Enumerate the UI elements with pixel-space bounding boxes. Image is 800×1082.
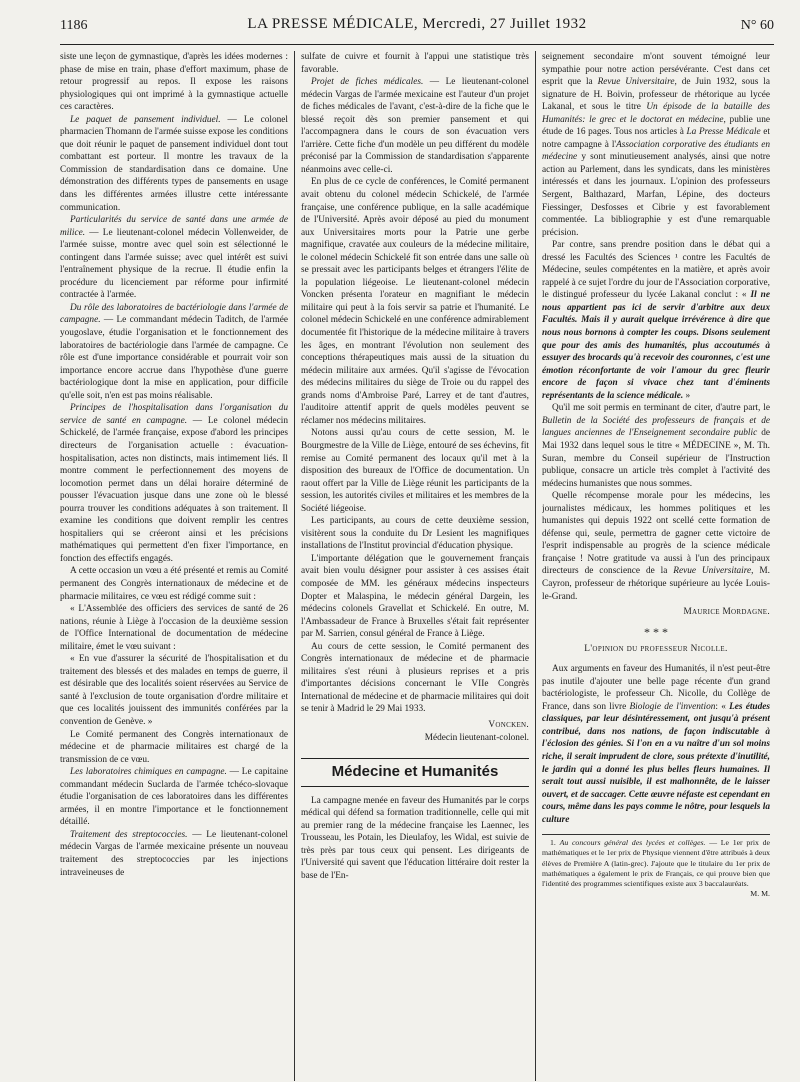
paragraph-title: Les laboratoires chimiques en campagne. (70, 767, 227, 778)
paragraph (542, 663, 770, 826)
paragraph (542, 402, 770, 490)
text: , publie une étude de 16 pages. Tous nos articles à (542, 114, 770, 138)
quote: Les études classiques, par leur désintéressement, ont jusqu'à présent contribué, dans nos nations, de façon indiscutable à l'éclosion des génies. Si l'on en a vu naître d'un sol moins riche, il serait imprudent de clore, sous prétexte d'inutilité, le jardin qui a donné les plus belles fleurs humaines. Il serait tout aussi nuisible, il est malhonnête, de le laisser ouvert, et de saccager. Cette œuvre néfaste est cependant en cours, même dans les pays comme le nôtre, pour lesquels la culture (542, 701, 770, 825)
paragraph: La campagne menée en faveur des Humanités par le corps médical qui défend sa formation traditionnelle, celle qui mit au premier rang de la médecine française les Laennec, les Trousseau, les Potain, les Dieulafoy, les Widal, est suivie de très près par tous ceux qui pensent. Les dirigeants de l'Université qui savent que l'éducation littéraire doit rester la base de l'En- (301, 795, 529, 881)
page-number: 1186 (60, 18, 88, 33)
text: » (683, 390, 691, 401)
text: Par contre, sans prendre position dans le débat qui a dressé les Facultés des Sciences ¹ contre les Facultés de Médecine, seules compétentes en la matière, et après avoir rappelé à ce sujet l'ordre du jour de l'Association corporative, le distingué professeur du lycée Lakanal conclut : « (542, 240, 770, 301)
page-header (60, 14, 774, 45)
paragraph: sulfate de cuivre et fournit à l'appui une statistique très favorable. (301, 52, 529, 75)
text: Qu'il me soit permis en terminant de citer, d'autre part, le (552, 403, 770, 414)
text: Aux arguments en faveur des Humanités, il n'est peut-être pas inutile d'ajouter une belle page récente d'un grand bactériologiste, le professeur Ch. Nicolle, du Collège de France, dans son livre (542, 664, 770, 712)
signature-name: Voncken. (488, 719, 529, 730)
text: Quelle récompense morale pour les médecins, les journalistes médicaux, les hommes politiques et les humanistes qui depuis 1922 ont scellé cette formation de défense qui, seule, permettra de gagner cette victoire de l'esprit indispensable au progrès de la science médicale française ! Notre gratitude va aussi à l'un des principaux directeurs de conscience de la (542, 491, 770, 577)
columns (60, 51, 774, 1081)
text: de Mai 1932 dans lequel sous le titre « MÉDECINE », M. Th. Suran, membre du Conseil supérieur de l'Instruction publique, consacre un article très complet à l'activité des médecins humanistes que nous sommes. (542, 428, 770, 489)
section-stars: * * * (644, 624, 668, 639)
footnote-text (542, 838, 770, 889)
paragraph-text: — Le colonel médecin Schickelé, de l'armée française, expose d'abord les principes directeurs de l'organisation actuelle : évacuation-hospitalisation, actes non distincts, mais intimement liés. Il montre comment le perfectionnement des moyens de locomotion permet dans un délai horaire déterminé de pousser l'évacuation jusque dans une zone où le blessé pourra trouver les conditions adéquates à son traitement. Il examine les conditions que doivent remplir les centres hospitaliers qui se créeront ainsi et les précisions mathématiques qui permettent d'en fixer l'importance, en fonction des effectifs engagés. (60, 415, 288, 564)
issue-number: N° 60 (740, 18, 774, 33)
paragraph: L'importante délégation que le gouvernement français avait bien voulu désigner pour assister à ces assises était composée de MM. les généraux médecins inspecteurs Dopter et Malaspina, le médecin général Dargein, les médecins colonels Gravellat et Schickelé. En outre, M. l'Ambassadeur de France à Bruxelles s'était fait représenter par M. Sarrien, consul général de France à Liège. (301, 553, 529, 640)
paragraph-title: Particularités du service de santé dans une armée de milice. (60, 215, 288, 238)
paragraph-text: — Le lieutenant-colonel médecin Vollenweider, de l'armée suisse, montre avec quel soin est sélectionné le contingent dans l'armée suisse; avec quel intérêt est suivi l'entraînement physique de la recrue. Il étudie enfin la procédure du licenciement par réforme pour infirmité contractée à l'armée. (60, 227, 288, 301)
text: , de Juin 1932, sous la signature de H. Boivin, professeur de rhétorique au lycée Lakanal, et sous le titre (542, 77, 770, 113)
column-rule (535, 51, 536, 1081)
text: Au concours général des lycées et collèges. (559, 838, 706, 848)
text: Bulletin de la Société des professeurs de français et de langues anciennes de l'Enseignement secondaire public (542, 415, 770, 439)
paragraph (301, 76, 529, 176)
paragraph (60, 302, 288, 402)
paragraph-text: — Le colonel pharmacien Thomann de l'armée suisse expose les conditions que doit réunir le paquet de pansement individuel dont tout combattant est porteur. Il montre les travaux de la Commission de standardisation dans ce domaine. Une démonstration des différents types de pansements en usage dans les différentes armées illustre cette intéressante communication. (60, 114, 288, 213)
paragraph-text: — Le lieutenant-colonel médecin Vargas de l'armée mexicaine présente un nouveau traitement des streptococcies par les injections intraveineuses de (60, 829, 288, 878)
text: Un épisode de la bataille des Humanités: le grec et le doctorat en médecine (542, 102, 770, 125)
signature-rank: Médecin lieutenant-colonel. (424, 732, 529, 743)
column-1 (60, 51, 288, 1081)
section-title: Médecine et Humanités (301, 758, 529, 787)
paragraph (542, 490, 770, 603)
text: Biologie de l'invention (629, 701, 716, 712)
paragraph (542, 51, 770, 239)
paragraph-title: Le paquet de pansement individuel. (70, 114, 221, 125)
text: Association corporative des étudiants en médecine (542, 139, 770, 163)
paragraph: Le Comité permanent des Congrès internationaux de médecine et de pharmacie militaires est chargé de la transmission de ce vœu. (60, 729, 288, 765)
paragraph-title: Principes de l'hospitalisation dans l'organisation du service de santé en campagne. (60, 403, 288, 426)
text: — Le 1er prix de mathématiques et le 1er prix de Physique viennent d'être attribués à deux élèves de Première A (latin-grec). J'ajoute que le titulaire du 1er prix de mathématiques a également le prix de Français, ce qui prouve bien que l'identité des programmes scientifiques existe aux 3 baccalauréats. (542, 838, 770, 889)
column-2 (301, 51, 529, 1081)
paragraph-title: Du rôle des laboratoires de bactériologie dans l'armée de campagne. (60, 302, 288, 326)
paragraph-text: — Le lieutenant-colonel médecin Vargas de l'armée mexicaine est l'auteur d'un projet de fiches médicales de l'avant, c'est-à-dire de la fiche que le blessé reçoit dès son premier pansement et qui l'accompagnera dans le cours de son évacuation vers l'arrière. Cette fiche d'un modèle un peu différent du modèle préconisé par la Commission de standardisation s'apparente néanmoins avec celle-ci. (301, 77, 529, 175)
text: Revue Universitaire (597, 77, 675, 88)
journal-title: LA PRESSE MÉDICALE, Mercredi, 27 Juillet 1932 (247, 16, 587, 32)
text: : « (715, 701, 730, 712)
paragraph-text: — Le capitaine commandant médecin Suclarda de l'armée tchéco-slovaque étudie l'organisation de ces laboratoires dans les différentes armées, il en montre l'importance et le fonctionnement détaillé. (60, 767, 288, 828)
paragraph: « En vue d'assurer la sécurité de l'hospitalisation et du traitement des blessés et des malades en temps de guerre, il est désirable que des localités soient réservées au Service de santé à l'exclusion de toute organisation d'ordre militaire et que ces localités jouissent des immunités conférées par la convention de Genève. » (60, 654, 288, 727)
subheading: L'opinion du professeur Nicolle. (584, 643, 728, 654)
paragraph (60, 766, 288, 829)
paragraph (60, 114, 288, 214)
paragraph: « L'Assemblée des officiers des services de santé de 26 nations, réunie à Liège à l'occasion de la deuxième session de l'Office International de documentation de médecine militaire, émet le vœu suivant : (60, 604, 288, 652)
text: Revue Universitaire (673, 566, 752, 577)
paragraph: A cette occasion un vœu a été présenté et remis au Comité permanent des Congrès internationaux de médecine et de pharmacie militaires, ce vœu est rédigé comme suit : (60, 566, 288, 602)
text: y sont minutieusement analysés, ainsi que notre action au Parlement, dans les syndicats, dans les ministères intéressés et dans les journaux. L'opinion des professeurs Sergent, Balthazard, Marfan, Lépine, des docteurs Fiessinger, Desfosses et Cibrie y est favorablement commentée. La bibliographie y est d'une remarquable précision. (542, 152, 770, 238)
text: seignement secondaire m'ont souvent témoigné leur sympathie pour notre action persévérante. C'est dans cet esprit que la (542, 52, 770, 88)
column-rule (294, 51, 295, 1081)
paragraph (542, 239, 770, 402)
paragraph (60, 829, 288, 879)
signature: Maurice Mordagne. (683, 607, 770, 618)
text: 1. (550, 838, 560, 848)
paragraph-title: Traitement des streptococcies. (70, 829, 188, 840)
text: et notre campagne à l' (542, 127, 770, 150)
text: , M. Cayron, professeur de rhétorique supérieure au lycée Louis-le-Grand. (542, 566, 770, 602)
text: La Presse Médicale (686, 127, 761, 138)
paragraph (60, 402, 288, 565)
paragraph: Notons aussi qu'au cours de cette session, M. le Bourgmestre de la Ville de Liège, entouré de ses échevins, fit remise au Comité permanent des locaux qu'il met à la disposition des bureaux de l'Office de documentation. Un raout offert par la Ville de Liège réunit les participants de la session, les autorités civiles et militaires et les membres de la Société liégeoise. (301, 428, 529, 514)
footnote (542, 834, 770, 899)
paragraph-text: — Le commandant médecin Taditch, de l'armée yougoslave, étudie l'organisation et le fonctionnement des laboratoires de bactériologie dans l'armée de campagne. Ce rôle est d'une importance considérable et pourrait voir son importance encore accrue dans l'hypothèse d'une guerre bactériologique dont la mise en application, pour difficile qu'elle soit, n'en est pas moins réalisable. (60, 315, 288, 401)
column-3 (542, 51, 770, 1081)
paragraph: Au cours de cette session, le Comité permanent des Congrès internationaux de médecine et de pharmacie militaires s'est réuni à plusieurs reprises et a pris d'importantes décisions concernant le VIIe Congrès International de médecine et de pharmacie militaires qui doit se tenir à Madrid le 29 Mai 1933. (301, 641, 529, 715)
paragraph-title: Projet de fiches médicales. (311, 77, 424, 88)
paragraph (60, 214, 288, 302)
footnote-signature: M. M. (750, 889, 770, 899)
paragraph: En plus de ce cycle de conférences, le Comité permanent avait obtenu du colonel médecin Schickelé, de l'armée française, une conférence publique, en la salle académique de l'Université. Après avoir déposé au pied du monument aux Universitaires morts pour la Patrie une gerbe magnifique, cravatée aux couleurs de la médecine militaire, le colonel médecin Schickelé fit son entrée dans une salle où se pressait avec les participants belges et étrangers l'élite de la population liégeoise. Le lieutenant-colonel médecin Voncken présenta l'orateur en magnifiant le médecin militaire qui peut à la fois servir sa patrie et l'humanité. Le colonel médecin Schickelé en une conférence admirablement documentée fit l'historique de la médecine militaire à travers les âges, en montrant l'évolution non seulement des conceptions thérapeutiques mais aussi de la situation du médecin militaire aux armées. Qu'il s'agisse de l'évocation des médecins militaires du siège de Troie ou du rappel des grands noms d'Ambroise Paré, Larrey et de tant d'autres, l'auditoire attentif apprit de quels modèles peuvent se réclamer nos médecins militaires. (301, 177, 529, 426)
paragraph: siste une leçon de gymnastique, d'après les idées modernes : phase de mise en train, phase d'effort maximum, phase de retour progressif au repos. Il expose les raisons physiologiques qui ont imprimé à la gymnastique actuelle ces caractères. (60, 52, 288, 113)
quote: Il ne nous appartient pas ici de servir d'arbitre aux deux Facultés. Mais il y aurait quelque irrévérence à dire que nous nous bornons à compter les coups. Disons seulement que pour des amis des humanités, plus accoutumés à essuyer des brocards qu'à recevoir des couronnes, c'est une émotion réconfortante de voir l'amour du grec fleurir encore de façon si vivace chez tant d'éminents représentants de la science médicale. (542, 290, 770, 401)
paragraph: Les participants, au cours de cette deuxième session, visitèrent sous la conduite du Dr Lesient les magnifiques installations de l'Institut provincial d'éducation physique. (301, 516, 529, 552)
